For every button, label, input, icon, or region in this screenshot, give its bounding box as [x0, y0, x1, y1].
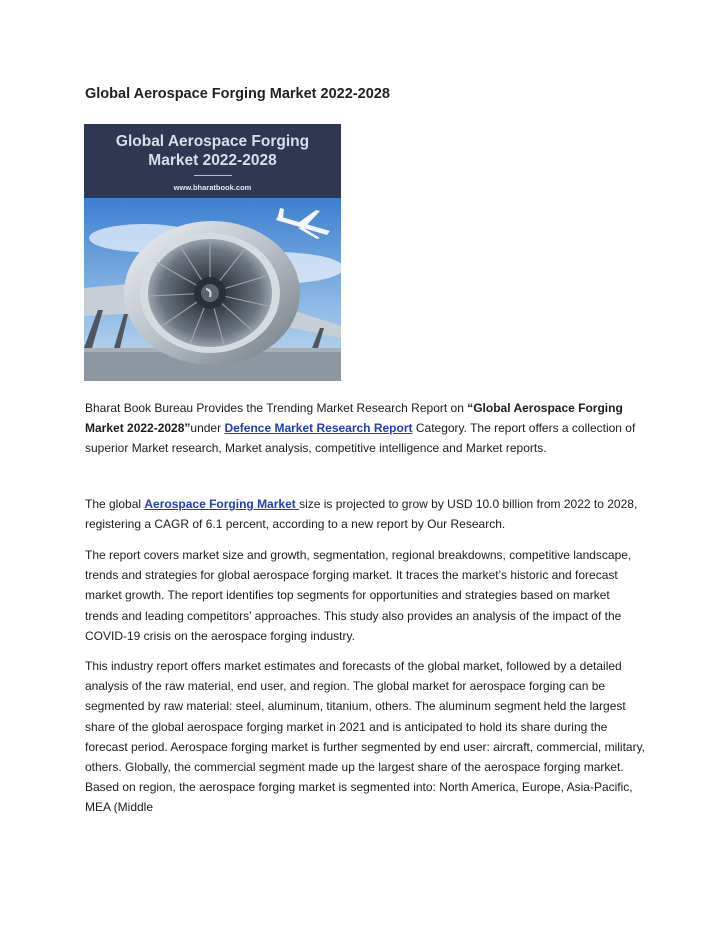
market-size-text: size is projected to grow by USD 10.0 billion from 2022 to 2028, registering a CAGR of 6.1 percent, according to a new report by Our Research. [85, 497, 638, 532]
cover-title-line1: Global Aerospace Forging [115, 133, 310, 150]
global-text: The global [85, 497, 145, 511]
cover-title-line2: Market 2022-2028 [148, 152, 277, 169]
paragraph-segments: This industry report offers market estimates and forecasts of the global market, followed by a detailed analysis of the raw material, end user, and region. The global market for aerospace forging can be segmented by raw material: steel, aluminum, titanium, others. The aluminum segment held the largest share of the global aerospace forging market in 2021 and is anticipated to hold its share during the forecast period. Aerospace forging market is further segmented by end user: aircraft, commercial, military, others. Globally, the commercial segment made up the largest share of the aerospace forging market. Based on region, the aerospace forging market is segmented into: North America, Europe, Asia-Pacific, MEA (Middle [85, 659, 646, 815]
paragraph-market-size [85, 494, 645, 534]
aerospace-forging-link[interactable]: Aerospace Forging Market [144, 497, 300, 511]
cover-image [84, 124, 341, 381]
cover-title [84, 132, 341, 170]
jet-engine-photo [84, 198, 341, 381]
under-text: under [190, 421, 225, 436]
category-text: Category. The report offers a collection of superior Market research, Market analysis, competitive intelligence and Market reports. [85, 421, 636, 456]
paragraph-coverage: The report covers market size and growth, segmentation, regional breakdowns, competitive landscape, trends and strategies for global aerospace forging market. It traces the market’s historic and forecast market growth. The report identifies top segments for opportunities and strategies based on market trends and leading competitors’ approaches. This study also provides an analysis of the impact of the COVID-19 crisis on the aerospace forging industry. [85, 548, 632, 643]
report-title-bold: “Global Aerospace Forging Market 2022-2028” [85, 401, 623, 436]
intro-text: Bharat Book Bureau Provides the Trending Market Research Report on [85, 401, 468, 415]
page-title: Global Aerospace Forging Market 2022-2028 [85, 86, 390, 102]
cover-divider [194, 175, 232, 176]
defence-report-link[interactable]: Defence Market Research Report [224, 421, 413, 436]
paragraph-intro [85, 398, 645, 459]
cover-url: www.bharatbook.com [173, 183, 252, 192]
